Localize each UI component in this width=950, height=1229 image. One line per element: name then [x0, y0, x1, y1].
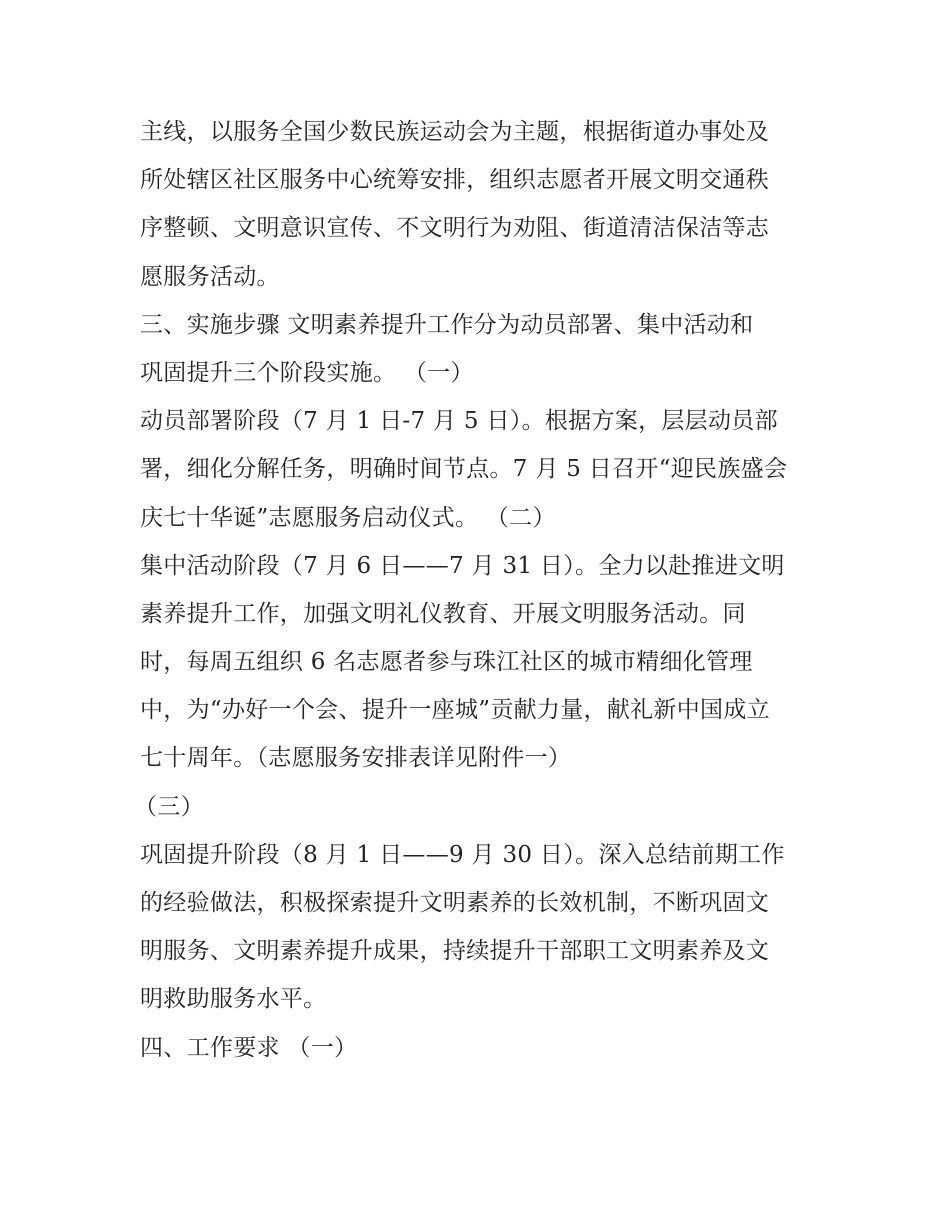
- text-line: 集中活动阶段（7 月 6 日——7 月 31 日）。全力以赴推进文明: [140, 552, 785, 579]
- text-line: 素养提升工作，加强文明礼仪教育、开展文明服务活动。同: [140, 600, 746, 627]
- text-line: 主线，以服务全国少数民族运动会为主题，根据街道办事处及: [140, 119, 770, 145]
- text-line: 时，每周五组织 6 名志愿者参与珠江社区的城市精细化管理: [140, 649, 753, 676]
- text-line: 巩固提升三个阶段实施。 （一）: [140, 359, 474, 386]
- text-line: 所处辖区社区服务中心统筹安排，组织志愿者开展文明交通秩: [140, 167, 770, 194]
- section-heading-line: 四、工作要求 （一）: [140, 1034, 358, 1061]
- subsection-marker-line: （三）: [134, 793, 204, 820]
- text-line: 巩固提升阶段（8 月 1 日——9 月 30 日）。深入总结前期工作: [140, 841, 785, 868]
- document-body: [134, 108, 820, 1072]
- text-line: 署，细化分解任务，明确时间节点。7 月 5 日召开“迎民族盛会: [140, 456, 788, 483]
- text-line: 序整顿、文明意识宣传、不文明行为劝阻、街道清洁保洁等志: [140, 215, 770, 242]
- section-heading-line: 三、实施步骤 文明素养提升工作分为动员部署、集中活动和: [140, 311, 754, 338]
- text-line: 中，为“办好一个会、提升一座城”贡献力量，献礼新中国成立: [140, 697, 770, 724]
- text-line: 的经验做法，积极探索提升文明素养的长效机制，不断巩固文: [140, 890, 770, 916]
- text-line: 七十周年。（志愿服务安排表详见附件一）: [140, 745, 572, 772]
- text-line: 明服务、文明素养提升成果，持续提升干部职工文明素养及文: [140, 938, 770, 965]
- text-line: 明救助服务水平。: [140, 986, 327, 1013]
- text-line: 动员部署阶段（7 月 1 日-7 月 5 日）。根据方案，层层动员部: [140, 408, 778, 435]
- text-line: 愿服务活动。: [140, 263, 280, 290]
- text-line: 庆七十华诞”志愿服务启动仪式。 （二）: [140, 504, 556, 531]
